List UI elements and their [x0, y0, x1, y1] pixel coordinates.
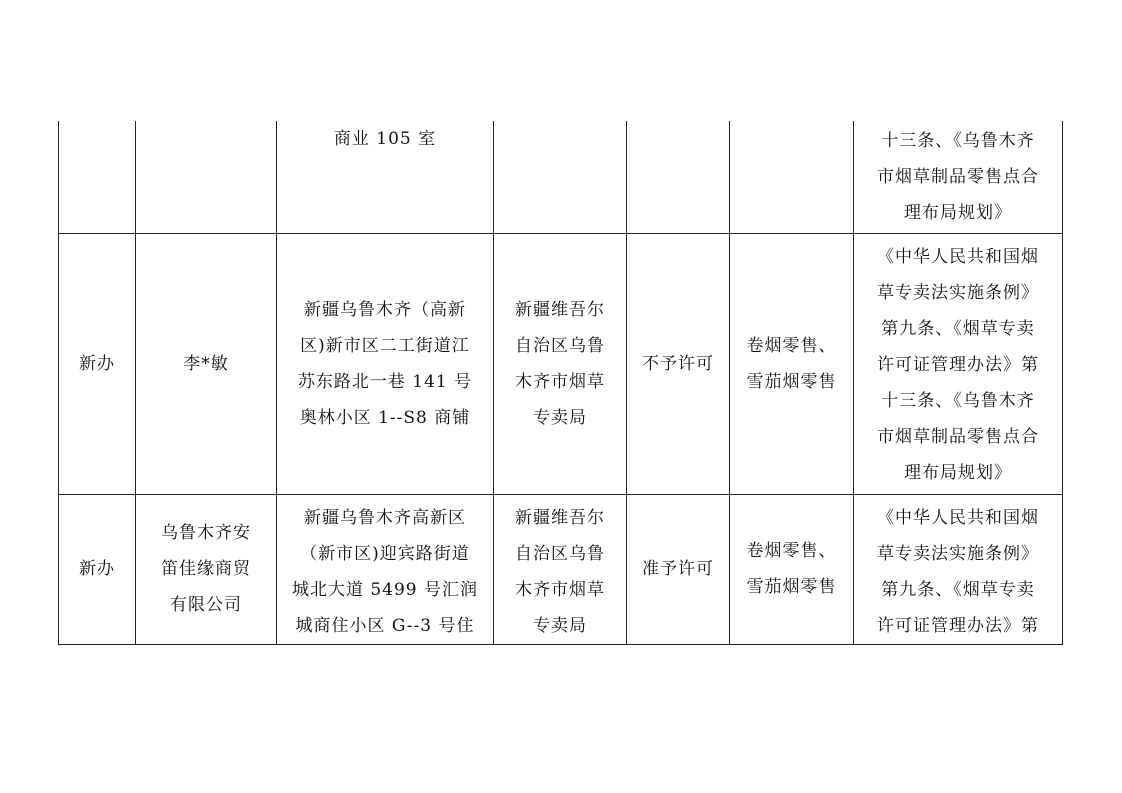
decision-cell: 准予许可 — [627, 494, 730, 644]
table-row — [59, 494, 1063, 644]
address-cell: 新疆乌鲁木齐高新区 （新市区)迎宾路街道 城北大道 5499 号汇润 城商住小区 G--3 号住 — [277, 494, 494, 644]
legal-basis-cell: 十三条、《乌鲁木齐 市烟草制品零售点合 理布局规划》 — [854, 121, 1063, 233]
scope-cell: 卷烟零售、 雪茄烟零售 — [730, 233, 854, 494]
name-cell: 乌鲁木齐安 笛佳缘商贸 有限公司 — [136, 494, 277, 644]
authority-cell: 新疆维吾尔 自治区乌鲁 木齐市烟草 专卖局 — [494, 494, 627, 644]
table-row — [59, 233, 1063, 494]
legal-basis-cell: 《中华人民共和国烟 草专卖法实施条例》 第九条、《烟草专卖 许可证管理办法》第 — [854, 494, 1063, 644]
authority-cell — [494, 121, 627, 233]
scope-cell: 卷烟零售、 雪茄烟零售 — [730, 494, 854, 644]
decision-cell — [627, 121, 730, 233]
name-cell: 李*敏 — [136, 233, 277, 494]
table-row — [59, 121, 1063, 233]
address-cell: 商业 105 室 — [277, 121, 494, 233]
type-cell — [59, 121, 136, 233]
type-cell: 新办 — [59, 494, 136, 644]
license-decision-table — [58, 121, 1063, 645]
type-cell: 新办 — [59, 233, 136, 494]
name-cell — [136, 121, 277, 233]
scope-cell — [730, 121, 854, 233]
authority-cell: 新疆维吾尔 自治区乌鲁 木齐市烟草 专卖局 — [494, 233, 627, 494]
decision-cell: 不予许可 — [627, 233, 730, 494]
legal-basis-cell: 《中华人民共和国烟 草专卖法实施条例》 第九条、《烟草专卖 许可证管理办法》第 十三条、《乌鲁木齐 市烟草制品零售点合 理布局规划》 — [854, 233, 1063, 494]
address-cell: 新疆乌鲁木齐（高新 区)新市区二工街道江 苏东路北一巷 141 号 奥林小区 1--S8 商铺 — [277, 233, 494, 494]
